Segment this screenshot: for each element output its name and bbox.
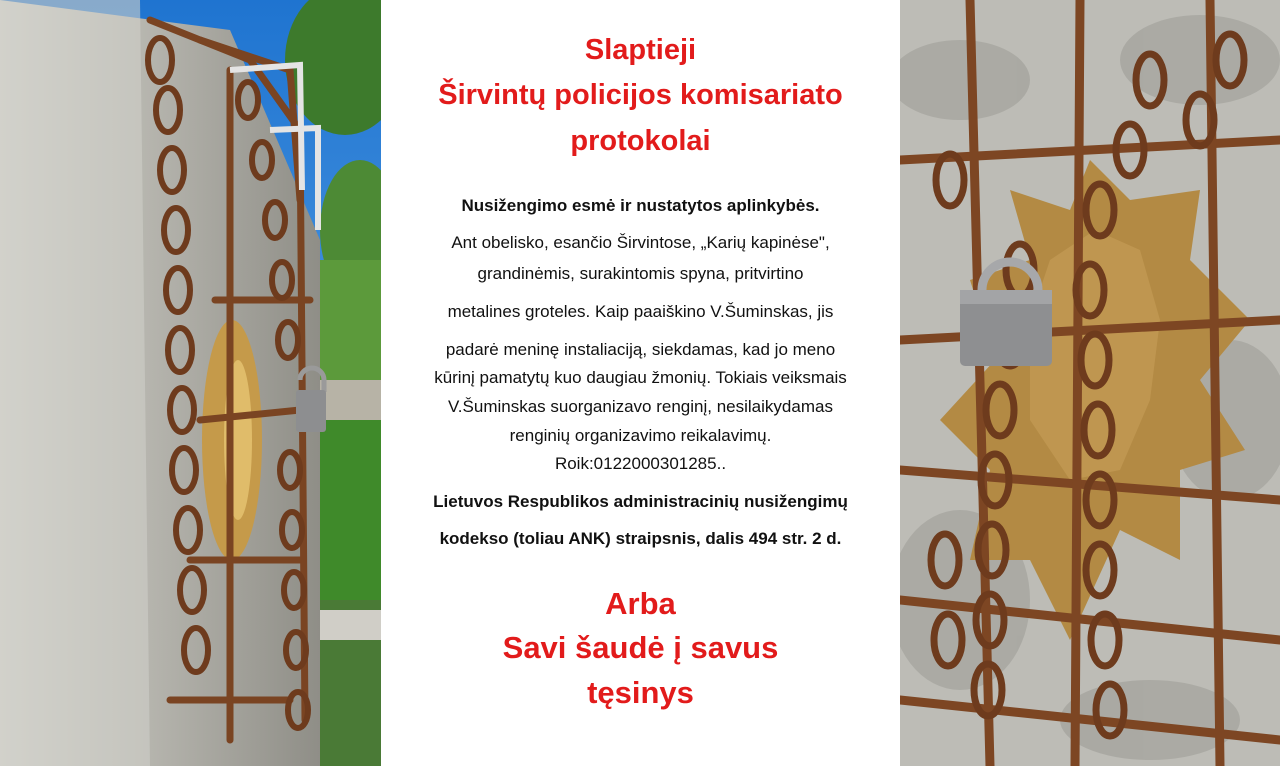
- body-line: renginių organizavimo reikalavimų.: [509, 426, 772, 445]
- body-line: grandinėmis, surakintomis spyna, pritvirtino: [477, 264, 804, 283]
- title-line-3: protokolai: [570, 125, 711, 157]
- padlocked-grating-photo-icon: [900, 0, 1280, 766]
- law-line-1: Lietuvos Respublikos administracinių nusižengimų: [433, 492, 848, 511]
- body-line: kūrinį pamatytų kuo daugiau žmonių. Tokiais veiksmais: [434, 368, 847, 387]
- body-line: V.Šuminskas suorganizavo renginį, nesilaikydamas: [448, 397, 833, 416]
- text-panel: [381, 0, 900, 766]
- body-line: metalines groteles. Kaip paaiškino V.Šuminskas, jis: [447, 302, 834, 321]
- body-heading: Nusižengimo esmė ir nustatytos aplinkybės.: [461, 196, 820, 215]
- left-photo: [0, 0, 381, 766]
- body-line: Roik:0122000301285..: [554, 454, 727, 473]
- footer-line-3: tęsinys: [587, 675, 694, 710]
- law-line-2: kodekso (toliau ANK) straipsnis, dalis 494 str. 2 d.: [439, 529, 842, 548]
- footer-line-1: Arba: [605, 586, 676, 621]
- title-line-2: Širvintų policijos komisariato: [438, 79, 843, 111]
- body-line: Ant obelisko, esančio Širvintose, „Karių kapinėse",: [451, 233, 830, 252]
- chained-obelisk-photo-icon: [0, 0, 381, 766]
- footer-line-2: Savi šaudė į savus: [502, 630, 779, 665]
- body-line: padarė meninę instaliaciją, siekdamas, kad jo meno: [445, 340, 836, 359]
- right-photo: [900, 0, 1280, 766]
- title-line-1: Slaptieji: [584, 34, 697, 66]
